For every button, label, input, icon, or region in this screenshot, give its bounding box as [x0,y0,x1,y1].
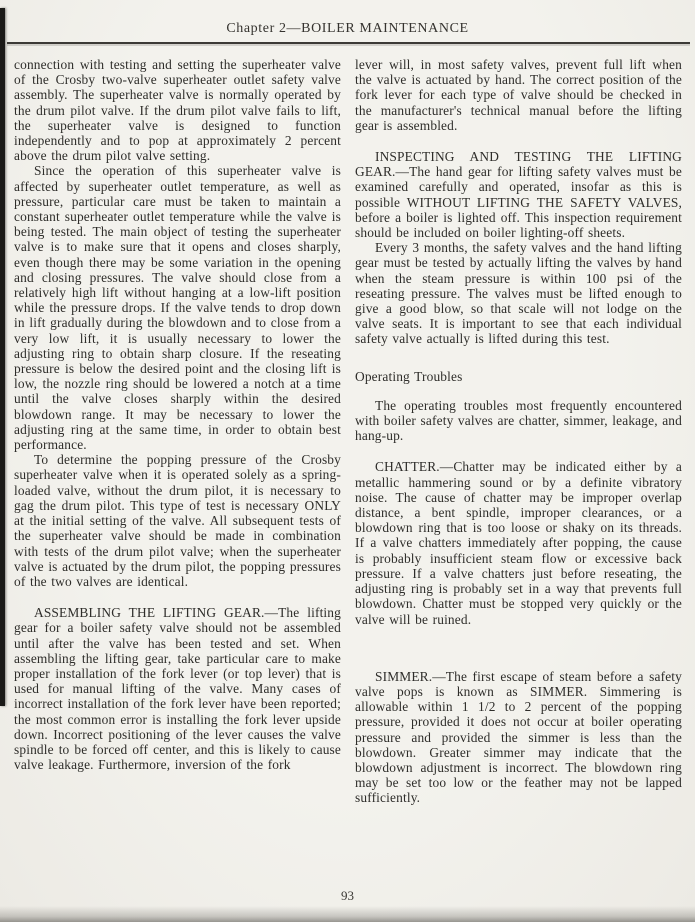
paragraph: Since the operation of this superheater valve is affected by superheater outlet temperature, as well as pressure, particular care must be taken to maintain a constant superheater outlet temperature while the valve is being tested. The main object of testing the superheater valve is to make sure that it opens and closes sharply, even though there may be some variation in the opening and closing pressures. The valve should close from a relatively high lift without hanging at a low-lift position while the pressure drops. If the valve tends to drop down in lift gradually during the blowdown and to close from a very low lift, it is usually necessary to lower the adjusting ring to obtain sharp closure. If the reseating pressure is below the desired point and the closing lift is low, the nozzle ring should be lowered a notch at a time until the valve closes sharply within the desired blowdown range. It may be necessary to lower the adjusting ring at the same time, in order to obtain best performance. [14,163,341,453]
page-number: 93 [341,888,354,903]
paragraph: lever will, in most safety valves, prevent full lift when the valve is actuated by hand. The correct position of the fork lever for each type of valve should be checked in the manufacturer's technical manual before the lifting gear is assembled. [355,57,682,133]
paragraph: To determine the popping pressure of the Crosby superheater valve when it is operated solely as a spring-loaded valve, without the drum pilot, it is necessary to gag the drum pilot. This type of test is necessary ONLY at the initial setting of the valve. All subsequent tests of the superheater valve should be made in combination with tests of the drum pilot valve; when the superheater valve is actuated by the drum pilot, the popping pressures of the two valves are identical. [14,452,341,589]
scan-shadow-artifact [0,906,695,922]
paragraph: SIMMER.—The first escape of steam before a safety valve pops is known as SIMMER. Simmering is allowable within 1 1/2 to 2 percent of the popping pressure, provided it does not occur at boiler operating pressure and provided the simmer is less than the blowdown. Greater simmer may indicate that the blowdown adjustment is incorrect. The blowdown ring may be set too low or the feather may not be lapped sufficiently. [355,668,682,806]
text-columns [14,57,682,806]
paragraph: connection with testing and setting the superheater valve of the Crosby two-valve superheater outlet safety valve assembly. The superheater valve is normally operated by the drum pilot valve. If the drum pilot valve fails to lift, the superheater valve is designed to function independently and to pop at approximately 2 percent above the drum pilot valve setting. [14,57,341,164]
paragraph: ASSEMBLING THE LIFTING GEAR.—The lifting gear for a boiler safety valve should not be assembled until after the valve has been tested and set. When assembling the lifting gear, take particular care to make proper installation of the fork lever (or top lever) that is used for manual lifting of the valve. Many cases of incorrect installation of the fork lever have been reported; the most common error is installing the fork lever upside down. Incorrect positioning of the lever causes the valve spindle to be forced off center, and this is likely to cause valve leakage. Furthermore, inversion of the fork [14,605,341,773]
paragraph: The operating troubles most frequently encountered with boiler safety valves are chatter, simmer, leakage, and hang-up. [355,397,682,444]
header-rule [7,42,690,44]
chapter-header: Chapter 2—BOILER MAINTENANCE [226,21,469,36]
right-column [355,57,682,806]
paragraph: INSPECTING AND TESTING THE LIFTING GEAR.—The hand gear for lifting safety valves must be examined carefully and operated, insofar as this is possible WITHOUT LIFTING THE SAFETY VALVES, before a boiler is lighted off. This inspection requirement should be included on boiler lighting-off sheets. [355,149,682,241]
paragraph: Every 3 months, the safety valves and the hand lifting gear must be tested by actually lifting the valves by hand when the steam pressure is within 100 psi of the reseating pressure. The valves must be lifted enough to give a good blow, so that scale will not lodge on the valve seats. It is important to see that each individual safety valve actually is lifted during this test. [355,240,682,347]
paragraph: CHATTER.—Chatter may be indicated either by a metallic hammering sound or by a definite vibratory noise. The cause of chatter may be improper overlap distance, a bent spindle, improper clearances, or a blowdown ring that is too loose or shaky on its threads. If a valve chatters immediately after popping, the cause is probably insufficient steam flow or excessive back pressure. If a valve chatters just before reseating, the adjusting ring is probably set in a way that prevents full blowdown. Chatter must be stopped very quickly or the valve will be ruined. [355,459,682,627]
scan-edge-artifact [0,8,5,706]
paragraph: Operating Troubles [355,368,463,384]
left-column [14,57,341,806]
